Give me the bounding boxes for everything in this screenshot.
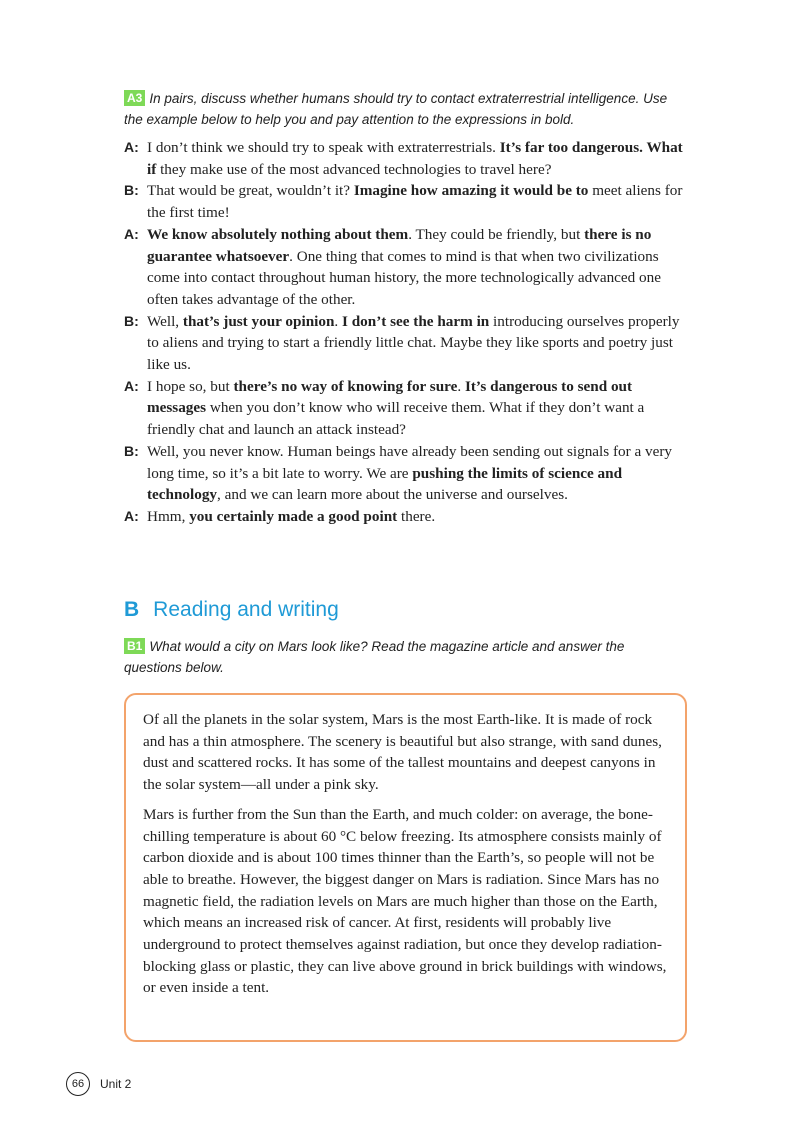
speaker-line: [147, 506, 694, 528]
speaker-label: B:: [124, 312, 139, 329]
dialogue-turn: [124, 137, 694, 180]
speaker-line: [147, 311, 694, 376]
dialogue-turn: [124, 311, 694, 376]
line-text: .: [457, 377, 465, 395]
line-text: . One thing that comes to mind is that when two civilizations come into contact throughout human history, the more technologically advanced one often takes advantage of the other.: [147, 247, 661, 308]
key-expression: It’s far too dangerous. What if: [147, 139, 683, 178]
key-expression: you certainly made a good point: [189, 507, 398, 525]
dialogue-turn: [124, 441, 694, 506]
task-a3-badge: A3: [124, 90, 145, 106]
dialogue-turn: [124, 224, 694, 311]
page-number: 66: [66, 1072, 90, 1096]
dialogue-turn: [124, 376, 694, 441]
task-b1: [124, 636, 684, 678]
speaker-line: [147, 376, 694, 441]
task-a3: [124, 88, 684, 130]
article-paragraph: Of all the planets in the solar system, Mars is the most Earth-like. It is made of rock and has a thin atmosphere. The scenery is beautiful but also strange, with sand dunes, dust and scattered rocks. It has some of the tallest mountains and deepest canyons in the solar system—all under a pink sky.: [143, 711, 662, 794]
section-heading-b: [124, 598, 339, 622]
magazine-article-box: [124, 693, 687, 1042]
line-text: I don’t think we should try to speak with extraterrestrials.: [147, 139, 500, 156]
key-expression: I don’t see the harm in: [342, 312, 490, 330]
task-b1-badge: B1: [124, 638, 145, 654]
speaker-label: B:: [124, 182, 139, 199]
line-text: Hmm,: [147, 507, 190, 525]
line-text: . They could be friendly, but: [408, 225, 585, 243]
line-text: That would be great, wouldn’t it?: [147, 182, 354, 200]
speaker-line: [147, 441, 694, 506]
dialogue-turn: [124, 506, 694, 528]
line-text: I hope so, but: [147, 377, 234, 395]
line-text: introducing ourselves properly to aliens and trying to start a friendly little chat. Maybe they like sports and poetry just like us.: [147, 312, 680, 374]
speaker-line: [147, 224, 694, 311]
speaker-label: A:: [124, 377, 139, 394]
task-a3-instruction: In pairs, discuss whether humans should try to contact extraterrestrial intelligence. Use the example below to help you and pay attention to the expressions in bold.: [124, 91, 668, 127]
key-expression: there’s no way of knowing for sure: [233, 377, 458, 395]
dialogue-turn: [124, 180, 694, 223]
speaker-label: A:: [124, 225, 139, 242]
key-expression: Imagine how amazing it would be to: [353, 182, 589, 200]
key-expression: that’s just your opinion: [182, 312, 335, 330]
speaker-label: A:: [124, 139, 139, 155]
page-footer: [66, 1072, 131, 1096]
article-paragraph: Mars is further from the Sun than the Earth, and much colder: on average, the bone-chilling temperature is about 60 °C below freezing. Its atmosphere consists mainly of carbon dioxide and is about 100 times thinner than the Earth’s, so people will not be able to breathe. However, the biggest danger on Mars is radiation. Since Mars has no magnetic field, the radiation levels on Mars are much higher than those on the Earth, which means an increased risk of cancer. At first, residents will probably live underground to protect themselves against radiation, but once they develop radiation-blocking glass or plastic, they can live above ground in brick buildings with windows, or even inside a tent.: [143, 805, 667, 997]
line-text: Well,: [147, 312, 183, 330]
section-letter: B: [124, 598, 140, 621]
line-text: .: [334, 312, 342, 330]
key-expression: We know absolutely nothing about them: [147, 225, 409, 243]
line-text: when you don’t know who will receive them. What if they don’t want a friendly chat and launch an attack instead?: [147, 399, 645, 439]
line-text: they make use of the most advanced technologies to travel here?: [156, 160, 552, 178]
line-text: there.: [397, 507, 436, 525]
dialogue: [124, 137, 694, 528]
unit-label: Unit 2: [100, 1077, 132, 1091]
speaker-line: [147, 137, 694, 180]
task-b1-instruction: What would a city on Mars look like? Read the magazine article and answer the questions below.: [124, 639, 625, 675]
key-expression: It’s dangerous to send out messages: [147, 377, 633, 417]
section-title: Reading and writing: [153, 598, 339, 621]
speaker-line: [147, 180, 694, 223]
key-expression: pushing the limits of science and technology: [147, 464, 623, 504]
line-text: Well, you never know. Human beings have already been sending out signals for a very long time, so it’s a bit late to worry. We are: [147, 442, 672, 482]
key-expression: there is no guarantee whatsoever: [147, 225, 652, 265]
speaker-label: B:: [124, 442, 139, 459]
line-text: , and we can learn more about the universe and ourselves.: [217, 486, 568, 504]
speaker-label: A:: [124, 507, 139, 524]
line-text: meet aliens for the first time!: [147, 182, 683, 222]
